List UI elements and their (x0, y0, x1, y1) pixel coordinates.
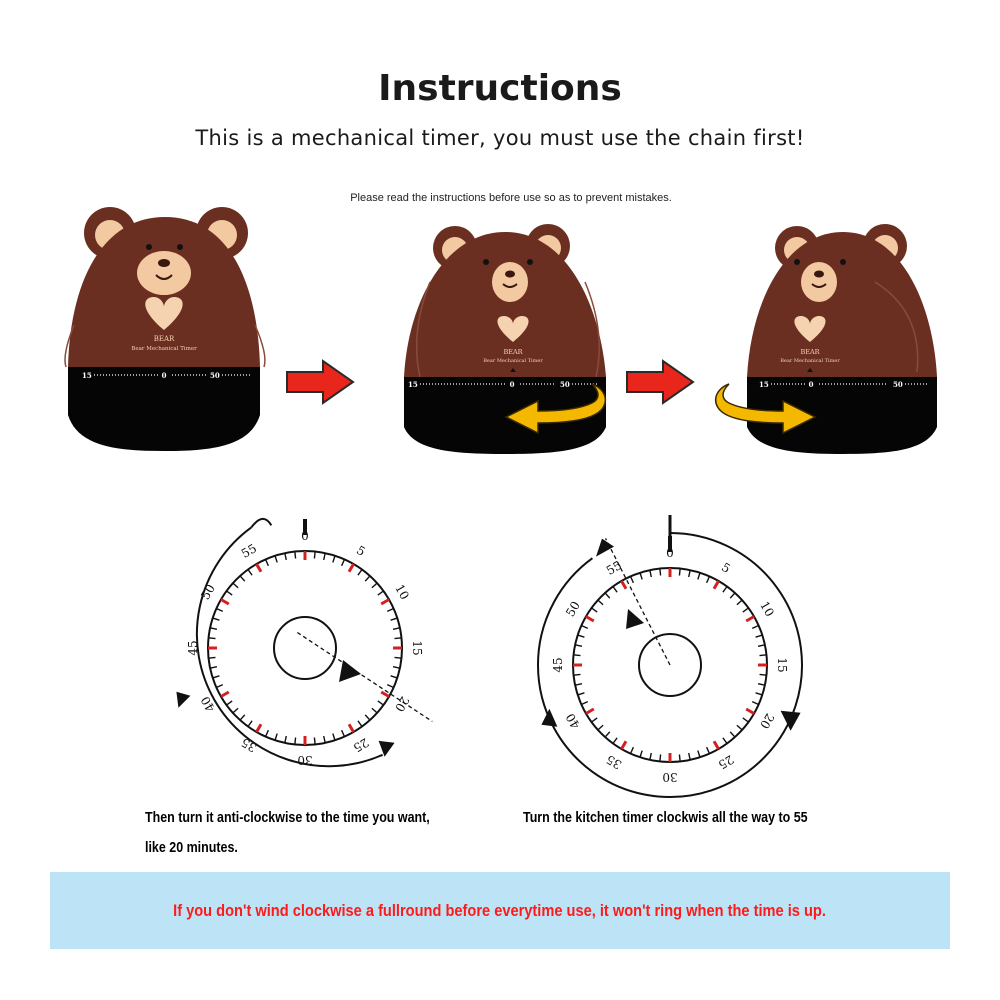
dial-tick (698, 573, 700, 580)
pointer-arrowhead-icon (626, 609, 644, 629)
dial-tick (689, 753, 690, 760)
dial-tick (746, 709, 754, 714)
dial-tick (395, 638, 402, 639)
caption-line: Turn the kitchen timer clockwis all the way to 55 (523, 810, 808, 826)
dial-tick (358, 721, 362, 727)
dial-number-5: 5 (719, 560, 733, 576)
step-caption-anticlockwise (145, 803, 430, 863)
dial-tick (378, 701, 384, 705)
dial-number-15: 15 (410, 640, 424, 656)
bear-brand-text: BEAR (503, 348, 523, 356)
dial-tick (575, 684, 582, 685)
dial-tick (209, 638, 216, 639)
dial-tick (723, 738, 727, 744)
bear-scale-left: 15 (82, 371, 92, 380)
caption-line: like 20 minutes. (145, 840, 238, 856)
dial-tick (295, 738, 296, 745)
bear-scale-zero: 0 (808, 380, 814, 389)
dial-tick (578, 635, 585, 637)
dial-tick (613, 587, 617, 593)
dial-tick (248, 570, 252, 576)
arc-hook (251, 519, 271, 528)
dial-tick (650, 753, 651, 760)
time-pointer-line (603, 538, 670, 665)
dial-tick (679, 755, 680, 762)
dial-number-0: 0 (301, 529, 309, 543)
dial-number-55: 55 (238, 541, 260, 561)
pointer-arrowhead-icon (339, 660, 361, 682)
dial-number-5: 5 (354, 543, 368, 559)
dial-number-45: 45 (186, 640, 200, 656)
dial-tick (248, 721, 252, 727)
bear-scale-left: 15 (408, 380, 418, 389)
dial-tick (391, 676, 398, 678)
dial-tick (387, 609, 393, 612)
red-next-arrow-icon-2 (625, 358, 697, 406)
caption-line: Then turn it anti-clockwise to the time you want, (145, 810, 430, 826)
dial-tick (324, 553, 325, 560)
dial-tick (358, 570, 362, 576)
dial-number-40: 40 (563, 710, 583, 732)
clockwise-arrow-icon (706, 380, 821, 440)
bear-scale-zero: 0 (509, 380, 515, 389)
dial-tick (365, 576, 370, 581)
dial-tick (324, 736, 325, 743)
dial-tick (233, 708, 238, 713)
dial-tick (333, 734, 335, 741)
arc-arrowhead-icon (596, 539, 614, 557)
step-caption-clockwise (523, 803, 808, 833)
dial-tick (240, 715, 245, 720)
arc-arrowhead-icon (781, 711, 801, 731)
dial-tick (393, 628, 400, 629)
dial-tick (598, 725, 603, 730)
dial-tick (586, 709, 594, 714)
dial-tick (372, 708, 377, 713)
dial-tick (275, 556, 277, 563)
dial-tick (393, 667, 400, 668)
dial-tick (730, 593, 735, 598)
dial-tick (210, 667, 217, 668)
dial-tick (622, 581, 627, 589)
dial-number-50: 50 (563, 598, 583, 620)
dial-number-30: 30 (662, 770, 678, 784)
dial-tick (295, 552, 296, 559)
dial-tick (640, 751, 642, 758)
dial-tick (679, 569, 680, 576)
dial-tick (737, 725, 742, 730)
bear-scale-zero: 0 (161, 371, 167, 380)
dial-number-40: 40 (198, 693, 218, 715)
dial-tick (342, 730, 345, 736)
dial-tick (387, 685, 393, 688)
dial-tick (257, 724, 262, 732)
dial-tick (342, 559, 345, 565)
dial-tick (349, 724, 354, 732)
dial-tick (758, 684, 765, 685)
dial-tick (581, 702, 587, 705)
dial-tick (714, 581, 719, 589)
bear-model-text: Bear Mechanical Timer (483, 358, 543, 364)
dial-tick (221, 692, 229, 697)
dial-tick (743, 608, 749, 612)
bear-scale-left: 15 (759, 380, 769, 389)
dial-number-50: 50 (198, 581, 218, 603)
timer-dial-anticlockwise-diagram (160, 505, 460, 785)
dial-tick (743, 718, 749, 722)
dial-tick (605, 593, 610, 598)
dial-number-0: 0 (666, 546, 674, 560)
dial-tick (574, 674, 581, 675)
dial-tick (723, 587, 727, 593)
warning-banner (50, 872, 950, 949)
dial-ring (208, 551, 402, 745)
dial-tick (650, 570, 651, 577)
dial-number-10: 10 (392, 581, 412, 603)
dial-tick (689, 570, 690, 577)
dial-tick (378, 591, 384, 595)
dial-number-35: 35 (238, 735, 260, 755)
dial-tick (227, 701, 233, 705)
dial-tick (221, 600, 229, 605)
dial-tick (631, 576, 634, 582)
dial-tick (285, 553, 286, 560)
bear-brand-text: BEAR (153, 335, 175, 343)
dial-tick (622, 741, 627, 749)
dial-tick (314, 738, 315, 745)
dial-tick (266, 559, 269, 565)
dial-tick (698, 751, 700, 758)
dial-tick (314, 552, 315, 559)
dial-tick (257, 564, 262, 572)
dial-tick (275, 734, 277, 741)
bear-timer-illustration-1 (60, 205, 275, 455)
dial-number-30: 30 (297, 753, 313, 767)
arc-arrowhead-icon (541, 709, 557, 727)
dial-tick (640, 573, 642, 580)
dial-number-45: 45 (551, 657, 565, 673)
dial-tick (760, 655, 767, 656)
dial-tick (707, 747, 710, 753)
dial-tick (381, 600, 389, 605)
dial-center-knob (274, 617, 336, 679)
dial-tick (758, 645, 765, 646)
dial-tick (578, 693, 585, 695)
bear-brand-text: BEAR (800, 348, 820, 356)
dial-tick (752, 702, 758, 705)
dial-tick (598, 600, 603, 605)
dial-tick (216, 685, 222, 688)
dial-tick (574, 655, 581, 656)
page-subtitle: This is a mechanical timer, you must use the chain first! (195, 126, 805, 150)
dial-tick (714, 741, 719, 749)
dial-tick (240, 576, 245, 581)
dial-tick (365, 715, 370, 720)
dial-tick (395, 657, 402, 658)
dial-tick (227, 591, 233, 595)
dial-tick (266, 730, 269, 736)
dial-number-10: 10 (757, 598, 777, 620)
dial-tick (209, 657, 216, 658)
bear-model-text: Bear Mechanical Timer (131, 346, 197, 352)
dial-tick (631, 747, 634, 753)
dial-tick (660, 755, 661, 762)
dial-number-15: 15 (775, 657, 789, 673)
bear-scale-right: 50 (560, 380, 570, 389)
dial-number-25: 25 (350, 735, 372, 755)
dial-tick (213, 676, 220, 678)
dial-tick (581, 626, 587, 629)
dial-number-35: 35 (603, 752, 625, 772)
dial-tick (756, 635, 763, 637)
dial-number-20: 20 (392, 693, 412, 715)
dial-tick (605, 732, 610, 737)
instruction-note: Please read the instructions before use so as to prevent mistakes. (350, 192, 672, 204)
bear-model-text: Bear Mechanical Timer (780, 358, 840, 364)
dial-tick (746, 617, 754, 622)
dial-tick (216, 609, 222, 612)
dial-tick (285, 736, 286, 743)
dial-tick (233, 583, 238, 588)
dial-tick (213, 618, 220, 620)
dial-tick (707, 576, 710, 582)
red-next-arrow-icon (285, 358, 357, 406)
dial-number-20: 20 (757, 710, 777, 732)
arc-arrowhead-icon (379, 741, 395, 757)
dial-tick (752, 626, 758, 629)
arc-arrowhead-icon (176, 692, 190, 708)
dial-tick (760, 674, 767, 675)
dial-number-55: 55 (603, 558, 625, 578)
dial-tick (613, 738, 617, 744)
dial-tick (586, 617, 594, 622)
dial-tick (575, 645, 582, 646)
dial-tick (660, 569, 661, 576)
dial-number-25: 25 (715, 752, 737, 772)
bear-scale-right: 50 (210, 371, 220, 380)
dial-tick (737, 600, 742, 605)
dial-tick (756, 693, 763, 695)
dial-tick (592, 608, 598, 612)
warning-text: If you don't wind clockwise a fullround before everytime use, it won't ring when the time is up. (173, 900, 827, 920)
bear-scale-right: 50 (893, 380, 903, 389)
page-title: Instructions (378, 68, 622, 109)
dial-tick (333, 556, 335, 563)
dial-tick (349, 564, 354, 572)
dial-tick (730, 732, 735, 737)
dial-tick (391, 618, 398, 620)
dial-tick (210, 628, 217, 629)
timer-dial-clockwise-diagram (525, 515, 825, 800)
dial-tick (372, 583, 377, 588)
dial-tick (592, 718, 598, 722)
anticlockwise-arrow-icon (500, 380, 615, 440)
